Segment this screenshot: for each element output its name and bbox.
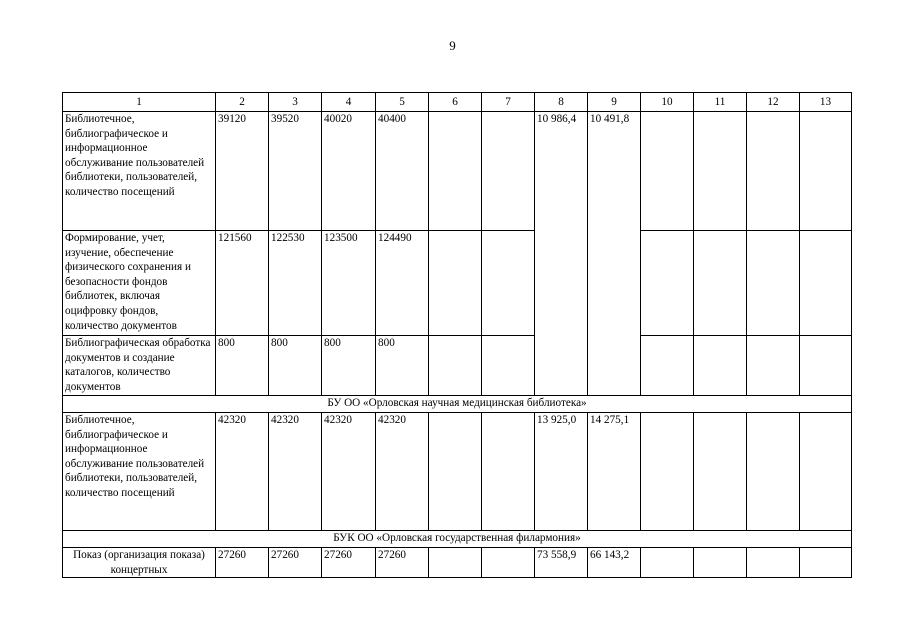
value-cell [747, 336, 800, 396]
value-cell: 66 143,2 [588, 548, 641, 578]
value-cell [482, 231, 535, 336]
value-cell: 42320 [376, 413, 429, 531]
value-cell: 40020 [322, 112, 376, 231]
value-cell [694, 548, 747, 578]
header-cell: 4 [322, 93, 376, 112]
budget-table [62, 92, 852, 578]
value-cell [641, 336, 694, 396]
value-cell: 14 275,1 [588, 413, 641, 531]
service-name: Библиотечное, библиографическое и информационное обслуживание пользователей библиотеки, пользователей, количество посещений [63, 112, 216, 231]
value-cell [800, 548, 852, 578]
value-cell [800, 112, 852, 231]
value-cell: 800 [376, 336, 429, 396]
service-name: Библиотечное, библиографическое и информационное обслуживание пользователей библиотеки, пользователей, количество посещений [63, 413, 216, 531]
value-cell: 122530 [269, 231, 322, 336]
value-cell [694, 413, 747, 531]
value-cell: 27260 [216, 548, 269, 578]
value-cell: 800 [216, 336, 269, 396]
table-row [63, 112, 852, 231]
value-cell [429, 413, 482, 531]
value-cell [747, 548, 800, 578]
value-cell: 39520 [269, 112, 322, 231]
value-cell [482, 413, 535, 531]
header-cell: 5 [376, 93, 429, 112]
value-cell [641, 231, 694, 336]
value-cell [747, 231, 800, 336]
service-name: Библиографическая обработка документов и создание каталогов, количество документов [63, 336, 216, 396]
header-cell: 3 [269, 93, 322, 112]
table-row [63, 548, 852, 578]
service-name: Формирование, учет, изучение, обеспечение физического сохранения и безопасности фондов библиотек, включая оцифровку фондов, количество документов [63, 231, 216, 336]
table-row [63, 413, 852, 531]
value-cell [482, 112, 535, 231]
header-cell: 10 [641, 93, 694, 112]
header-cell: 1 [63, 93, 216, 112]
value-cell [641, 413, 694, 531]
table-row [63, 336, 852, 396]
value-cell: 124490 [376, 231, 429, 336]
value-cell: 13 925,0 [535, 413, 588, 531]
value-cell [694, 336, 747, 396]
value-cell: 10 491,8 [588, 112, 641, 396]
service-name: Показ (организация показа) концертных [63, 548, 216, 578]
header-cell: 9 [588, 93, 641, 112]
value-cell [641, 548, 694, 578]
value-cell [694, 112, 747, 231]
value-cell: 27260 [376, 548, 429, 578]
value-cell: 39120 [216, 112, 269, 231]
value-cell: 800 [269, 336, 322, 396]
value-cell [747, 112, 800, 231]
value-cell [800, 413, 852, 531]
value-cell: 123500 [322, 231, 376, 336]
page-number: 9 [449, 38, 456, 53]
header-cell: 7 [482, 93, 535, 112]
value-cell: 40400 [376, 112, 429, 231]
header-cell: 2 [216, 93, 269, 112]
value-cell [429, 231, 482, 336]
header-cell: 8 [535, 93, 588, 112]
value-cell [694, 231, 747, 336]
section-row [63, 396, 852, 413]
header-cell: 12 [747, 93, 800, 112]
value-cell: 42320 [216, 413, 269, 531]
value-cell: 27260 [269, 548, 322, 578]
value-cell [747, 413, 800, 531]
value-cell [800, 336, 852, 396]
value-cell [641, 112, 694, 231]
value-cell [429, 112, 482, 231]
value-cell [482, 548, 535, 578]
table-row [63, 231, 852, 336]
value-cell: 42320 [322, 413, 376, 531]
value-cell: 121560 [216, 231, 269, 336]
value-cell [800, 231, 852, 336]
header-row [63, 93, 852, 112]
section-row [63, 531, 852, 548]
value-cell: 27260 [322, 548, 376, 578]
value-cell: 42320 [269, 413, 322, 531]
section-title: БУ ОО «Орловская научная медицинская библиотека» [63, 396, 852, 413]
value-cell: 73 558,9 [535, 548, 588, 578]
value-cell [429, 336, 482, 396]
header-cell: 11 [694, 93, 747, 112]
value-cell [429, 548, 482, 578]
section-title: БУК ОО «Орловская государственная филармония» [63, 531, 852, 548]
value-cell: 800 [322, 336, 376, 396]
value-cell: 10 986,4 [535, 112, 588, 396]
value-cell [482, 336, 535, 396]
header-cell: 13 [800, 93, 852, 112]
header-cell: 6 [429, 93, 482, 112]
